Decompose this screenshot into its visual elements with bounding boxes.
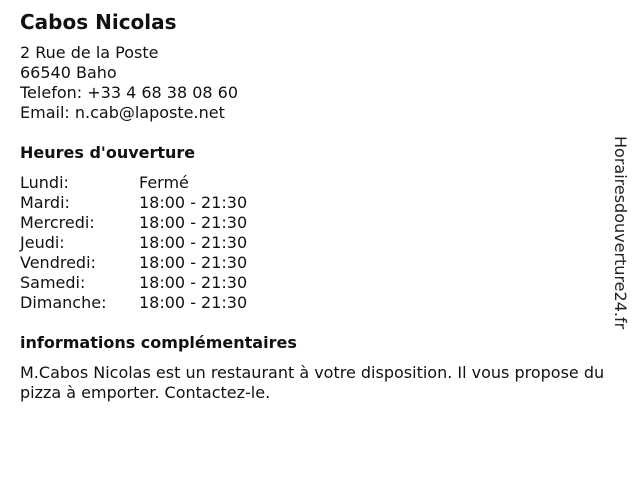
hours-row	[20, 213, 247, 233]
hours-day: Jeudi:	[20, 233, 65, 252]
hours-time: 18:00 - 21:30	[139, 253, 248, 272]
hours-day: Mercredi:	[20, 213, 95, 232]
hours-heading: Heures d'ouverture	[20, 143, 196, 162]
site-watermark: Horairesdouverture24.fr	[611, 136, 630, 330]
info-text: M.Cabos Nicolas est un restaurant à votre disposition. Il vous propose du pizza à emporter. Contactez-le.	[20, 363, 605, 402]
hours-time: 18:00 - 21:30	[139, 193, 248, 212]
hours-day: Dimanche:	[20, 293, 107, 312]
email-text: Email: n.cab@laposte.net	[20, 103, 225, 122]
info-heading: informations complémentaires	[20, 333, 297, 352]
hours-row	[20, 173, 247, 193]
phone-text: Telefon: +33 4 68 38 08 60	[20, 83, 239, 102]
hours-row	[20, 193, 247, 213]
hours-day: Vendredi:	[20, 253, 96, 272]
hours-table	[20, 173, 247, 313]
address-line-1: 2 Rue de la Poste	[20, 43, 159, 62]
hours-time: 18:00 - 21:30	[139, 233, 248, 252]
hours-row	[20, 253, 247, 273]
hours-day: Samedi:	[20, 273, 86, 292]
business-name: Cabos Nicolas	[20, 10, 177, 34]
hours-time: 18:00 - 21:30	[139, 293, 248, 312]
hours-row	[20, 273, 247, 293]
business-card	[20, 10, 632, 403]
hours-time: 18:00 - 21:30	[139, 213, 248, 232]
hours-day: Mardi:	[20, 193, 70, 212]
hours-time: 18:00 - 21:30	[139, 273, 248, 292]
address-line-2: 66540 Baho	[20, 63, 117, 82]
hours-day: Lundi:	[20, 173, 69, 192]
hours-row	[20, 293, 247, 313]
hours-row	[20, 233, 247, 253]
hours-time: Fermé	[139, 173, 189, 192]
